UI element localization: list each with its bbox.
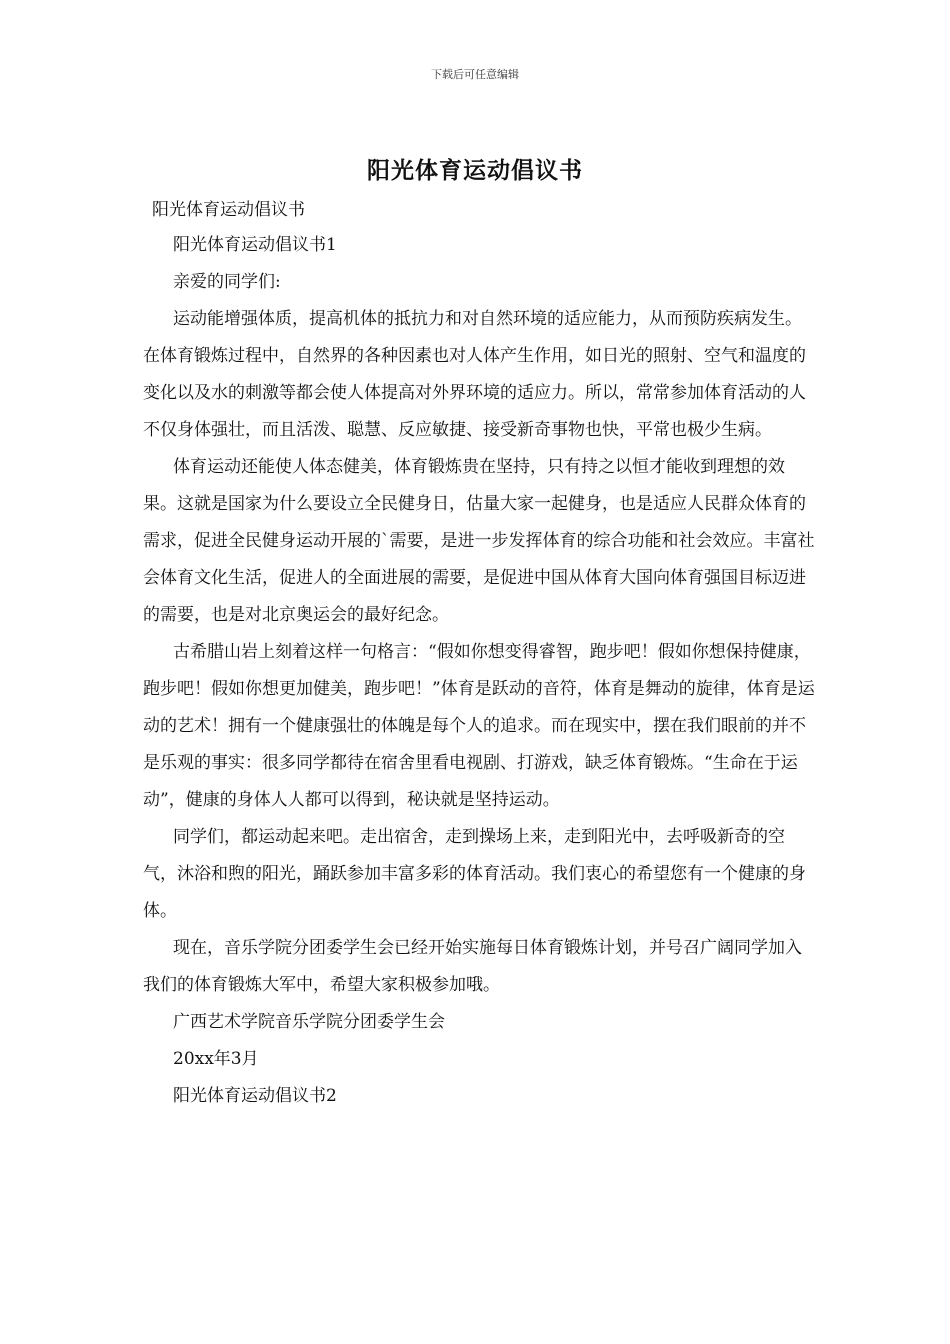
document-title: 阳光体育运动倡议书 bbox=[367, 157, 583, 184]
section-heading-2: 阳光体育运动倡议书2 bbox=[173, 1086, 337, 1106]
body-paragraph: 现在，音乐学院分团委学生会已经开始实施每日体育锻炼计划，并号召广阔同学加入我们的体育锻炼大军中，希望大家积极参加哦。 bbox=[143, 938, 802, 995]
body-paragraph: 体育运动还能使人体态健美，体育锻炼贵在坚持，只有持之以恒才能收到理想的效果。这就是国家为什么要设立全民健身日，估量大家一起健身，也是适应人民群众体育的需求，促进全民健身运动开展的`需要，是进一步发挥体育的综合功能和社会效应。丰富社会体育文化生活，促进人的全面进展的需要，是促进中国从体育大国向体育强国目标迈进的需要，也是对北京奥运会的最好纪念。 bbox=[143, 457, 815, 625]
document-subtitle: 阳光体育运动倡议书 bbox=[152, 200, 305, 220]
signature-organization: 广西艺术学院音乐学院分团委学生会 bbox=[173, 1012, 445, 1032]
page-header-note: 下载后可任意编辑 bbox=[431, 68, 519, 81]
section-heading-1: 阳光体育运动倡议书1 bbox=[173, 235, 337, 255]
body-paragraph: 古希腊山岩上刻着这样一句格言：“假如你想变得睿智，跑步吧！假如你想保持健康，跑步吧！假如你想更加健美，跑步吧！”体育是跃动的音符，体育是舞动的旋律，体育是运动的艺术！拥有一个健康强壮的体魄是每个人的追求。而在现实中，摆在我们眼前的并不是乐观的事实：很多同学都待在宿舍里看电视剧、打游戏，缺乏体育锻炼。“生命在于运动”，健康的身体人人都可以得到，秘诀就是坚持运动。 bbox=[143, 642, 815, 810]
salutation: 亲爱的同学们: bbox=[173, 272, 281, 292]
body-paragraph: 运动能增强体质，提高机体的抵抗力和对自然环境的适应能力，从而预防疾病发生。在体育锻炼过程中，自然界的各种因素也对人体产生作用，如日光的照射、空气和温度的变化以及水的刺激等都会使人体提高对外界环境的适应力。所以，常常参加体育活动的人不仅身体强壮，而且活泼、聪慧、反应敏捷、接受新奇事物也快，平常也极少生病。 bbox=[143, 309, 806, 440]
body-paragraph: 同学们，都运动起来吧。走出宿舍，走到操场上来，走到阳光中，去呼吸新奇的空气，沐浴和煦的阳光，踊跃参加丰富多彩的体育活动。我们衷心的希望您有一个健康的身体。 bbox=[143, 827, 806, 921]
signature-date: 20xx年3月 bbox=[173, 1049, 259, 1069]
document-body bbox=[143, 227, 818, 1115]
